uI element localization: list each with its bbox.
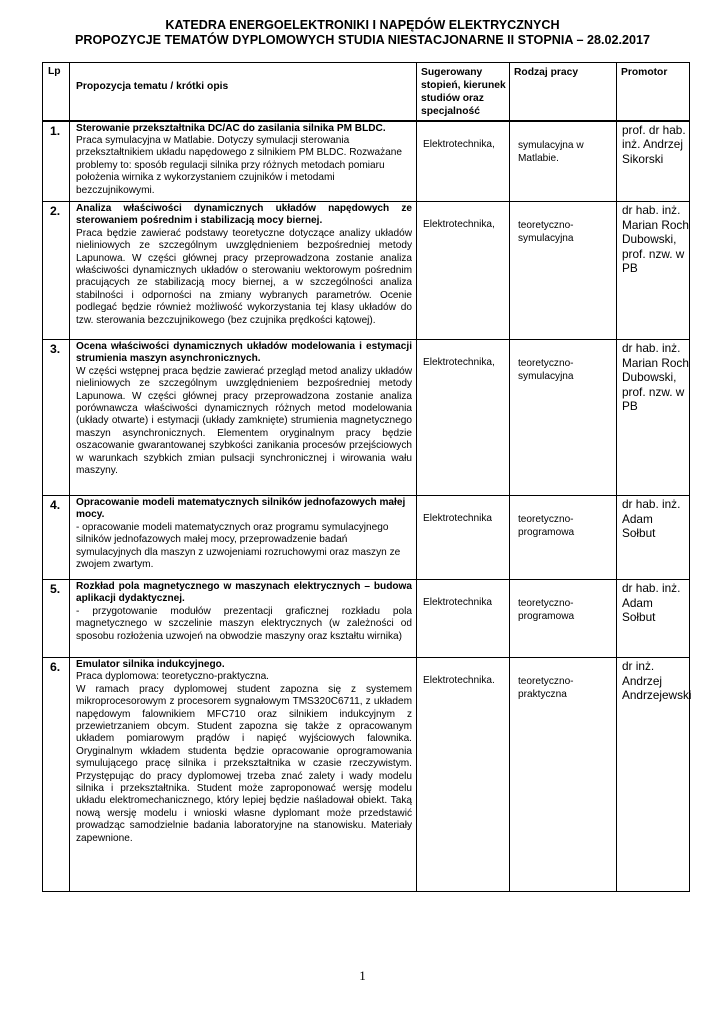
row-description	[70, 658, 417, 892]
table-row	[43, 580, 690, 658]
row-description	[70, 121, 417, 202]
table-row	[43, 496, 690, 580]
topic-title: Ocena właściwości dynamicznych układów modelowania i estymacji strumienia maszyn asynchronicznych.	[76, 341, 412, 365]
row-description	[70, 202, 417, 340]
row-degree: Elektrotechnika,	[417, 340, 510, 496]
row-kind: teoretyczno-symulacyjna	[510, 340, 617, 496]
row-description	[70, 496, 417, 580]
document-title: KATEDRA ENERGOELEKTRONIKI I NAPĘDÓW ELEKTRYCZNYCH	[165, 18, 560, 32]
topic-title: Emulator silnika indukcyjnego.	[76, 659, 225, 670]
row-degree: Elektrotechnika	[417, 580, 510, 658]
topics-table	[42, 62, 690, 892]
header-lp: Lp	[43, 63, 70, 121]
row-degree: Elektrotechnika	[417, 496, 510, 580]
topic-body: - opracowanie modeli matematycznych oraz programu symulacyjnego silników jednofazowych małej mocy, przeprowadzenie badań symulacyjnych dla maszyn z uzwojeniami rozruchowymi oraz maszyn ze zwojem zwartym.	[76, 521, 401, 571]
row-number: 6.	[43, 658, 70, 892]
row-number: 4.	[43, 496, 70, 580]
row-kind: symulacyjna w Matlabie.	[510, 121, 617, 202]
row-kind: teoretyczno-praktyczna	[510, 658, 617, 892]
row-kind: teoretyczno-symulacyjna	[510, 202, 617, 340]
topic-title: Sterowanie przekształtnika DC/AC do zasilania silnika PM BLDC.	[76, 122, 386, 134]
header-degree: Sugerowany stopień, kierunek studiów oraz specjalność	[417, 63, 510, 121]
document-subtitle: PROPOZYCJE TEMATÓW DYPLOMOWYCH STUDIA NIESTACJONARNE II STOPNIA – 28.02.2017	[75, 33, 650, 47]
row-kind: teoretyczno-programowa	[510, 580, 617, 658]
row-number: 3.	[43, 340, 70, 496]
row-description	[70, 340, 417, 496]
topic-body-detail: W ramach pracy dyplomowej student zapozna się z systemem mikroprocesorowym z procesorem sygnałowym TMS320C6711, z układem napędowym falownikiem MFC710 oraz silnikiem indukcyjnym z przewietrzaniem obcym. Student zapozna się także z opracowanym układem pomiarowym prądów i napięć wyjściowych falownika. Oryginalnym wkładem studenta będzie opracowanie oprogramowania symulującego pracę silnika i przekształtnika w czasie rzeczywistym. Przystępując do pracy dyplomowej trzeba znać zalety i wady modelu silnika i przekształtnika. Student może zaproponować wersję modelu układu elektromechanicznego, który lepiej będzie naśladował obiekt. Taką nową wersję modelu i wnioski własne dyplomant może przedstawić prowadząc samodzielnie badania laboratoryjne na stanowisku. Materiały zapewnione.	[76, 683, 412, 844]
table-row	[43, 121, 690, 202]
row-number: 1.	[43, 121, 70, 202]
row-promoter: dr hab. inż. Adam Sołbut	[617, 580, 690, 658]
topic-body: - przygotowanie modułów prezentacji graficznej rozkładu pola magnetycznego w szczelinie maszyn elektrycznych (w zależności od sposobu rozłożenia uzwojeń na obwodzie maszyny oraz kształtu wirnika)	[76, 605, 412, 642]
table-header-row	[43, 63, 690, 121]
row-promoter: dr hab. inż. Marian Roch Dubowski, prof. nzw. w PB	[617, 340, 690, 496]
header-kind: Rodzaj pracy	[510, 63, 617, 121]
header-description: Propozycja tematu / krótki opis	[70, 63, 417, 121]
topic-title: Rozkład pola magnetycznego w maszynach elektrycznych – budowa aplikacji dydaktycznej.	[76, 581, 412, 605]
header-promoter: Promotor	[617, 63, 690, 121]
row-description	[70, 580, 417, 658]
topic-title: Opracowanie modeli matematycznych silników jednofazowych małej mocy.	[76, 497, 406, 521]
row-degree: Elektrotechnika,	[417, 202, 510, 340]
topic-body: Praca dyplomowa: teoretyczno-praktyczna.	[76, 671, 269, 683]
topic-body: W części wstępnej praca będzie zawierać przegląd metod analizy układów nieliniowych ze szczególnym uwzględnieniem bezpośredniej metody Lapunowa. W części głównej pracy przeprowadzona zostanie analiza porównawcza właściwości dynamicznych różnych metod modelowania (układy otwarte) i estymacji (układy zamknięte) strumienia magnetycznego maszyn asynchronicznych. Elementem oryginalnym pracy będzie oszacowanie gwarantowanej szybkości zanikania procesów przejściowych w warunkach szybkich zmian pulsacji synchronicznej i wirowania wału maszyny.	[76, 365, 412, 477]
row-promoter: dr hab. inż. Marian Roch Dubowski, prof. nzw. w PB	[617, 202, 690, 340]
row-promoter: prof. dr hab. inż. Andrzej Sikorski	[617, 121, 690, 202]
row-degree: Elektrotechnika.	[417, 658, 510, 892]
row-degree: Elektrotechnika,	[417, 121, 510, 202]
row-number: 5.	[43, 580, 70, 658]
row-kind: teoretyczno-programowa	[510, 496, 617, 580]
topic-body: Praca będzie zawierać podstawy teoretyczne dotyczące analizy układów nieliniowych ze szczególnym uwzględnieniem bezpośredniej metody Lapunowa. W części głównej pracy przeprowadzona zostanie analiza właściwości dynamicznych układów o sterowaniu wektorowym pośrednim pracujących ze stabilizacją mocy biernej, a w szczególności analiza stabilności i odporności na zmiany wybranych parametrów. Ocenie podlegać będzie również możliwość wykorzystania tej klasy układów do tzw. sterowania bezczujnikowego (bez czujnika prędkości kątowej).	[76, 227, 412, 326]
table-row	[43, 202, 690, 340]
row-promoter: dr inż. Andrzej Andrzejewski	[617, 658, 690, 892]
table-row	[43, 340, 690, 496]
row-promoter: dr hab. inż. Adam Sołbut	[617, 496, 690, 580]
table-row	[43, 658, 690, 892]
topic-body: Praca symulacyjna w Matlabie. Dotyczy symulacji sterowania przekształtnikiem układu napędowego z silnikiem PM BLDC. Rozważane problemy to: sposób regulacji silnika przy różnych metodach pomiaru położenia wirnika z wykorzystaniem czujników i metodami bezczujnikowymi.	[76, 134, 402, 196]
topic-title: Analiza właściwości dynamicznych układów napędowych ze sterowaniem pośrednim i stabilizacją mocy biernej.	[76, 203, 412, 227]
page-number: 1	[359, 968, 366, 983]
row-number: 2.	[43, 202, 70, 340]
